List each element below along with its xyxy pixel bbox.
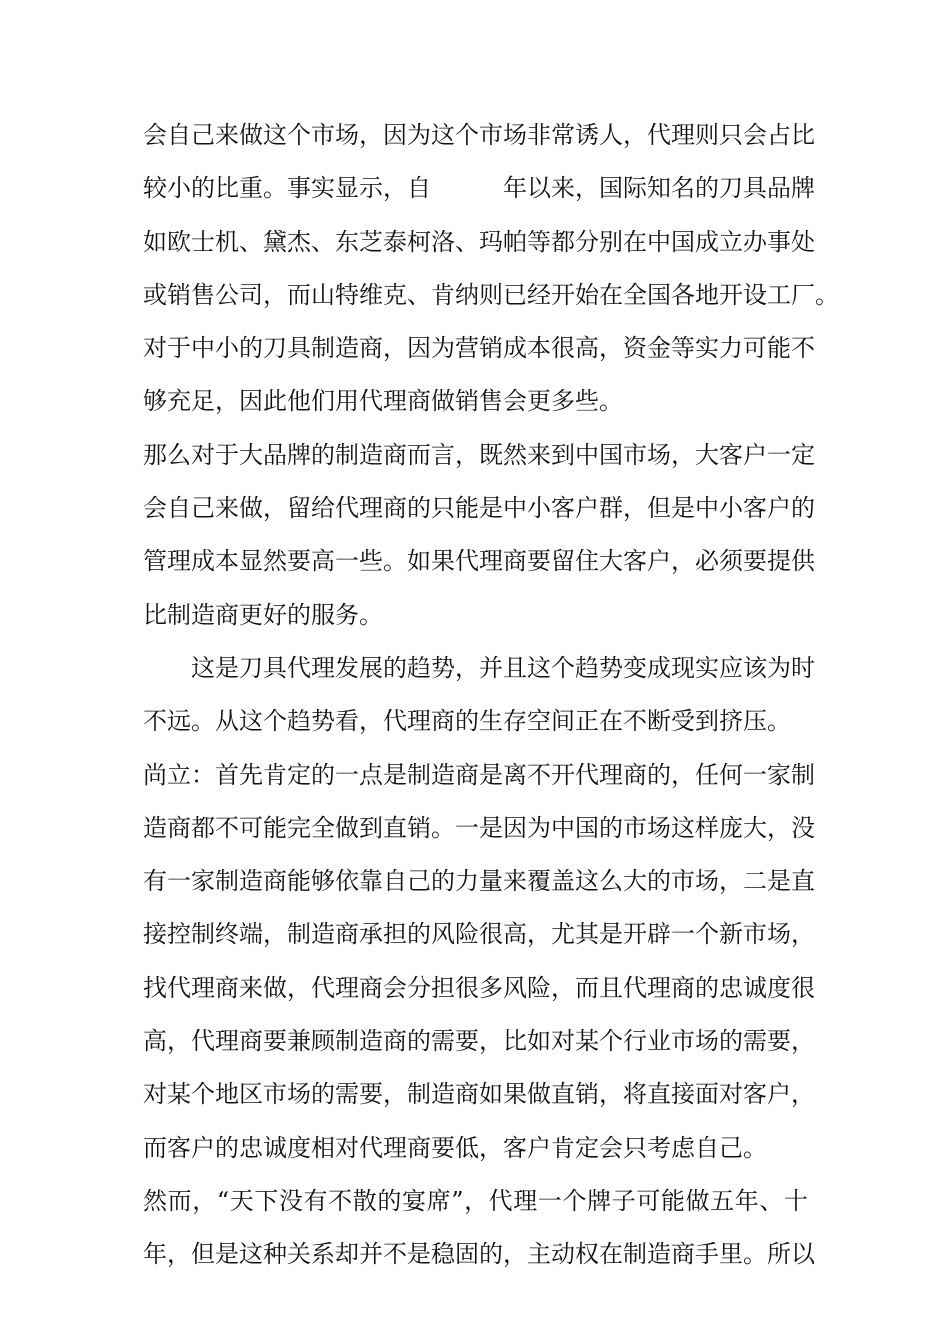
text-line: 对于中小的刀具制造商，因为营销成本很高，资金等实力可能不 xyxy=(143,334,815,363)
text-segment: 年以来，国际知名的刀具品牌 xyxy=(503,174,815,203)
text-line: 而客户的忠诚度相对代理商要低，客户肯定会只考虑自己。 xyxy=(143,1133,767,1162)
text-line: 会自己来做，留给代理商的只能是中小客户群，但是中小客户的 xyxy=(143,494,815,523)
text-line: 造商都不可能完全做到直销。一是因为中国的市场这样庞大，没 xyxy=(143,813,815,842)
text-line: 管理成本显然要高一些。如果代理商要留住大客户，必须要提供 xyxy=(143,547,815,576)
text-line xyxy=(143,162,815,215)
text-line: 或销售公司，而山特维克、肯纳则已经开始在全国各地开设工厂。 xyxy=(143,280,839,309)
text-line: 然而，“天下没有不散的宴席”，代理一个牌子可能做五年、十 xyxy=(143,1186,808,1215)
document-body xyxy=(143,109,839,1282)
text-line: 找代理商来做，代理商会分担很多风险，而且代理商的忠诚度很 xyxy=(143,973,815,1002)
text-line: 比制造商更好的服务。 xyxy=(143,600,383,629)
text-line: 有一家制造商能够依靠自己的力量来覆盖这么大的市场，二是直 xyxy=(143,867,815,896)
text-line: 这是刀具代理发展的趋势，并且这个趋势变成现实应该为时 xyxy=(191,653,815,682)
text-line: 尚立：首先肯定的一点是制造商是离不开代理商的，任何一家制 xyxy=(143,760,815,789)
text-line: 够充足，因此他们用代理商做销售会更多些。 xyxy=(143,387,623,416)
text-line: 会自己来做这个市场，因为这个市场非常诱人，代理则只会占比 xyxy=(143,121,815,149)
text-line: 对某个地区市场的需要，制造商如果做直销，将直接面对客户， xyxy=(143,1080,815,1109)
text-line: 接控制终端，制造商承担的风险很高，尤其是开辟一个新市场， xyxy=(143,920,815,949)
text-line: 年，但是这种关系却并不是稳固的，主动权在制造商手里。所以 xyxy=(143,1240,815,1269)
text-line: 高，代理商要兼顾制造商的需要，比如对某个行业市场的需要， xyxy=(143,1027,815,1056)
text-line: 那么对于大品牌的制造商而言，既然来到中国市场，大客户一定 xyxy=(143,440,815,469)
text-line: 如欧士机、黛杰、东芝泰柯洛、玛帕等都分别在中国成立办事处 xyxy=(143,227,815,256)
text-segment: 较小的比重。事实显示，自 xyxy=(143,174,431,203)
text-line: 不远。从这个趋势看，代理商的生存空间正在不断受到挤压。 xyxy=(143,707,791,736)
